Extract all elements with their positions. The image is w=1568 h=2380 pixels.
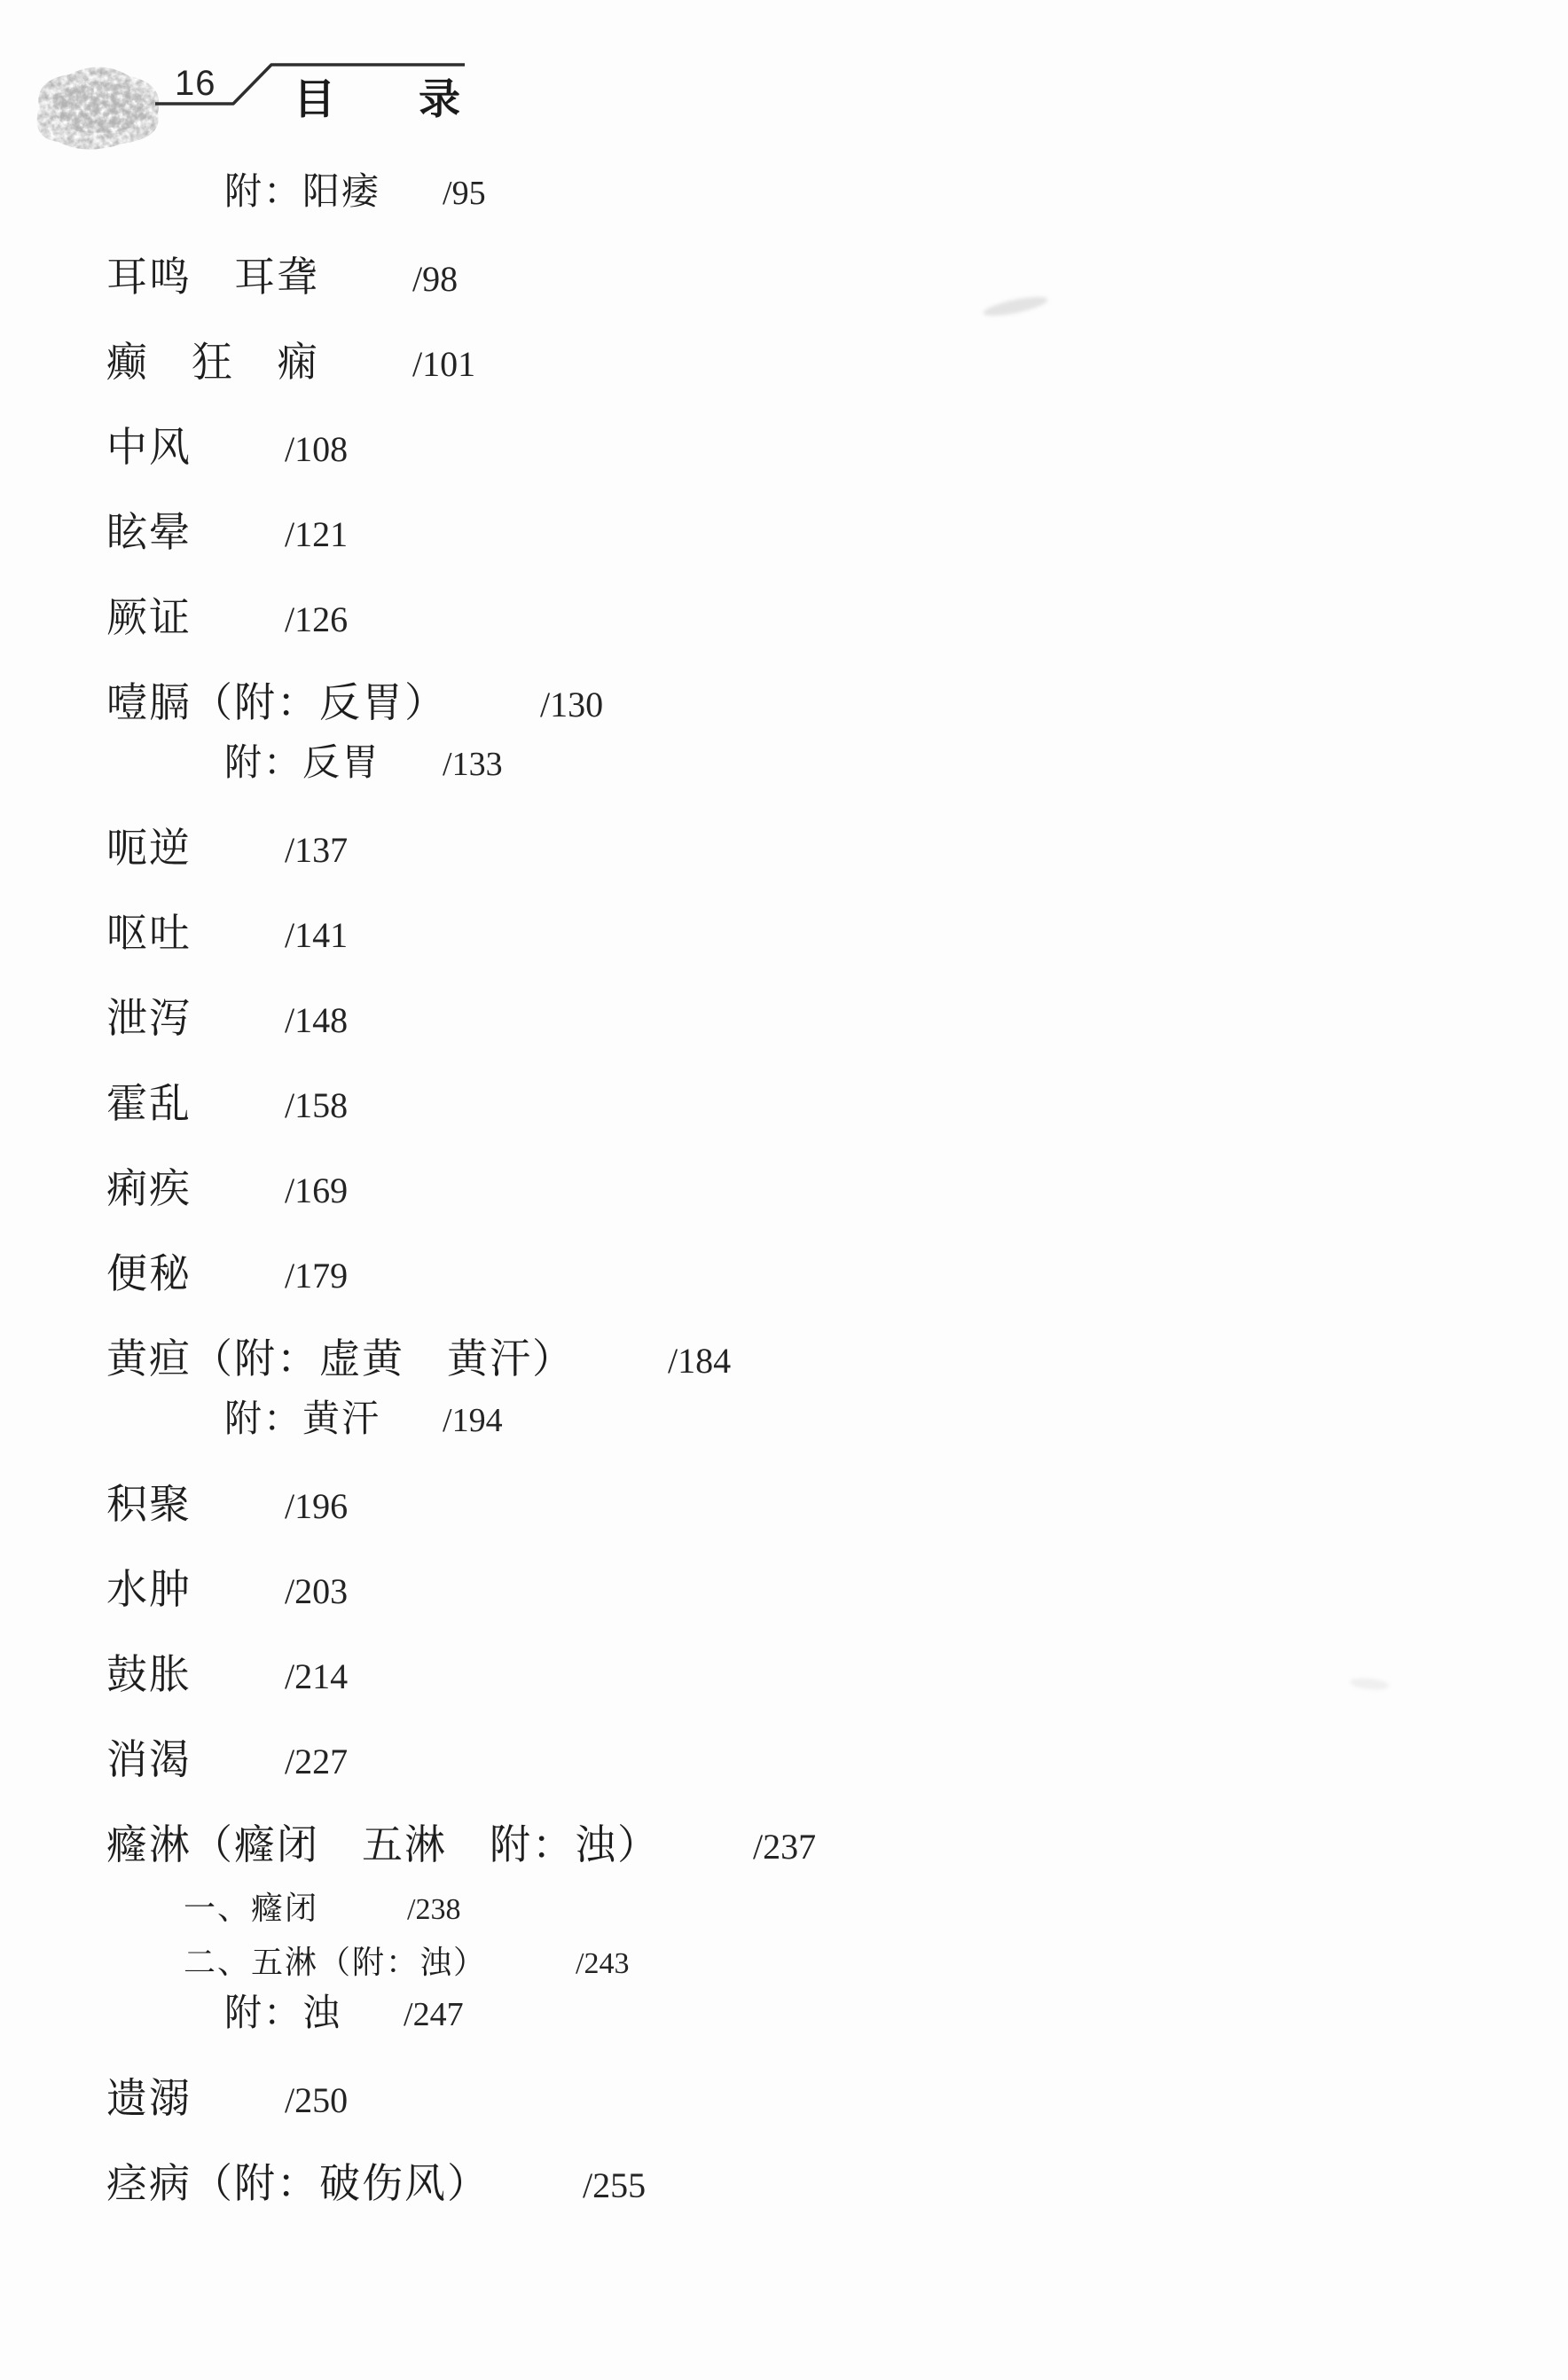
entry-title: 附：黄汗 bbox=[224, 1399, 381, 1440]
entry-title: 一、癃闭 bbox=[184, 1891, 319, 1926]
entry-title: 附：浊 bbox=[224, 1993, 342, 2034]
entry-page-number: /250 bbox=[285, 2080, 349, 2120]
entry-title: 鼓胀 bbox=[106, 1652, 192, 1697]
toc-entry bbox=[0, 1166, 1568, 1211]
entry-title: 痉病（附：破伤风） bbox=[106, 2161, 490, 2206]
toc-entry bbox=[0, 828, 1568, 869]
entry-page-number: /137 bbox=[285, 830, 349, 870]
toc-entry bbox=[0, 427, 1568, 468]
entry-page-number: /98 bbox=[412, 259, 459, 299]
toc-entry bbox=[0, 1484, 1568, 1525]
entry-page-number: /194 bbox=[443, 1402, 503, 1439]
entry-page-number: /247 bbox=[404, 1996, 464, 2033]
toc-entry bbox=[0, 1737, 1568, 1782]
entry-page-number: /148 bbox=[285, 1000, 349, 1040]
toc-entry bbox=[0, 1822, 1568, 1867]
entry-title: 附：反胃 bbox=[224, 743, 381, 784]
entry-page-number: /179 bbox=[285, 1256, 349, 1296]
entry-title: 便秘 bbox=[106, 1251, 192, 1296]
toc-entry bbox=[0, 1892, 1568, 1925]
entry-title: 消渴 bbox=[106, 1737, 192, 1782]
toc-entry bbox=[0, 1251, 1568, 1296]
entry-page-number: /141 bbox=[285, 915, 349, 955]
entry-title: 痢疾 bbox=[106, 1166, 192, 1211]
toc-entry bbox=[0, 1081, 1568, 1126]
entry-title: 遗溺 bbox=[106, 2076, 192, 2121]
toc-entry bbox=[0, 1995, 1568, 2032]
toc-entry bbox=[0, 342, 1568, 383]
toc-entry bbox=[0, 680, 1568, 725]
page-title: 目 录 bbox=[294, 75, 460, 122]
entry-title: 黄疸（附：虚黄 黄汗） bbox=[106, 1336, 575, 1382]
toc-entry bbox=[0, 1946, 1568, 1979]
entry-page-number: /255 bbox=[583, 2165, 647, 2205]
entry-page-number: /95 bbox=[443, 175, 486, 212]
entry-page-number: /203 bbox=[285, 1571, 349, 1611]
entry-page-number: /126 bbox=[285, 599, 349, 639]
entry-title: 噎膈（附：反胃） bbox=[106, 680, 447, 725]
toc-entry bbox=[0, 2161, 1568, 2206]
entry-title: 二、五淋（附：浊） bbox=[184, 1945, 488, 1980]
entry-title: 厥证 bbox=[106, 595, 192, 640]
entry-title: 癃淋（癃闭 五淋 附：浊） bbox=[106, 1822, 660, 1867]
entry-page-number: /121 bbox=[285, 514, 349, 554]
toc-entry bbox=[0, 913, 1568, 954]
toc-entry bbox=[0, 2076, 1568, 2121]
entry-title: 眩晕 bbox=[106, 510, 192, 555]
entry-page-number: /196 bbox=[285, 1486, 349, 1526]
entry-title: 呃逆 bbox=[106, 826, 192, 871]
toc-entry bbox=[0, 1567, 1568, 1612]
entry-page-number: /227 bbox=[285, 1742, 349, 1781]
entry-page-number: /184 bbox=[668, 1341, 732, 1381]
toc-entry bbox=[0, 998, 1568, 1039]
toc-entry bbox=[0, 1336, 1568, 1382]
entry-page-number: /133 bbox=[443, 746, 503, 783]
toc-entry bbox=[0, 745, 1568, 782]
entry-page-number: /158 bbox=[285, 1085, 349, 1125]
toc-entry bbox=[0, 595, 1568, 640]
toc-entry bbox=[0, 254, 1568, 300]
toc-entry bbox=[0, 510, 1568, 555]
entry-page-number: /101 bbox=[412, 344, 476, 384]
entry-title: 附：阳痿 bbox=[224, 172, 381, 213]
toc-entry bbox=[0, 174, 1568, 211]
toc-entry bbox=[0, 1401, 1568, 1438]
toc-entry bbox=[0, 1652, 1568, 1697]
entry-title: 中风 bbox=[106, 425, 192, 470]
entry-title: 霍乱 bbox=[106, 1081, 192, 1126]
entry-page-number: /243 bbox=[576, 1947, 630, 1980]
entry-page-number: /169 bbox=[285, 1170, 349, 1210]
entry-title: 癫 狂 痫 bbox=[106, 340, 319, 385]
entry-title: 水肿 bbox=[106, 1567, 192, 1612]
folio-page-number: 16 bbox=[175, 64, 216, 103]
entry-page-number: /238 bbox=[407, 1893, 461, 1926]
entry-page-number: /108 bbox=[285, 429, 349, 469]
entry-title: 呕吐 bbox=[106, 911, 192, 956]
entry-title: 积聚 bbox=[106, 1482, 192, 1527]
entry-page-number: /237 bbox=[753, 1827, 817, 1867]
entry-title: 泄泻 bbox=[106, 996, 192, 1041]
entry-page-number: /214 bbox=[285, 1656, 349, 1696]
entry-page-number: /130 bbox=[540, 685, 604, 724]
entry-title: 耳鸣 耳聋 bbox=[106, 254, 319, 300]
